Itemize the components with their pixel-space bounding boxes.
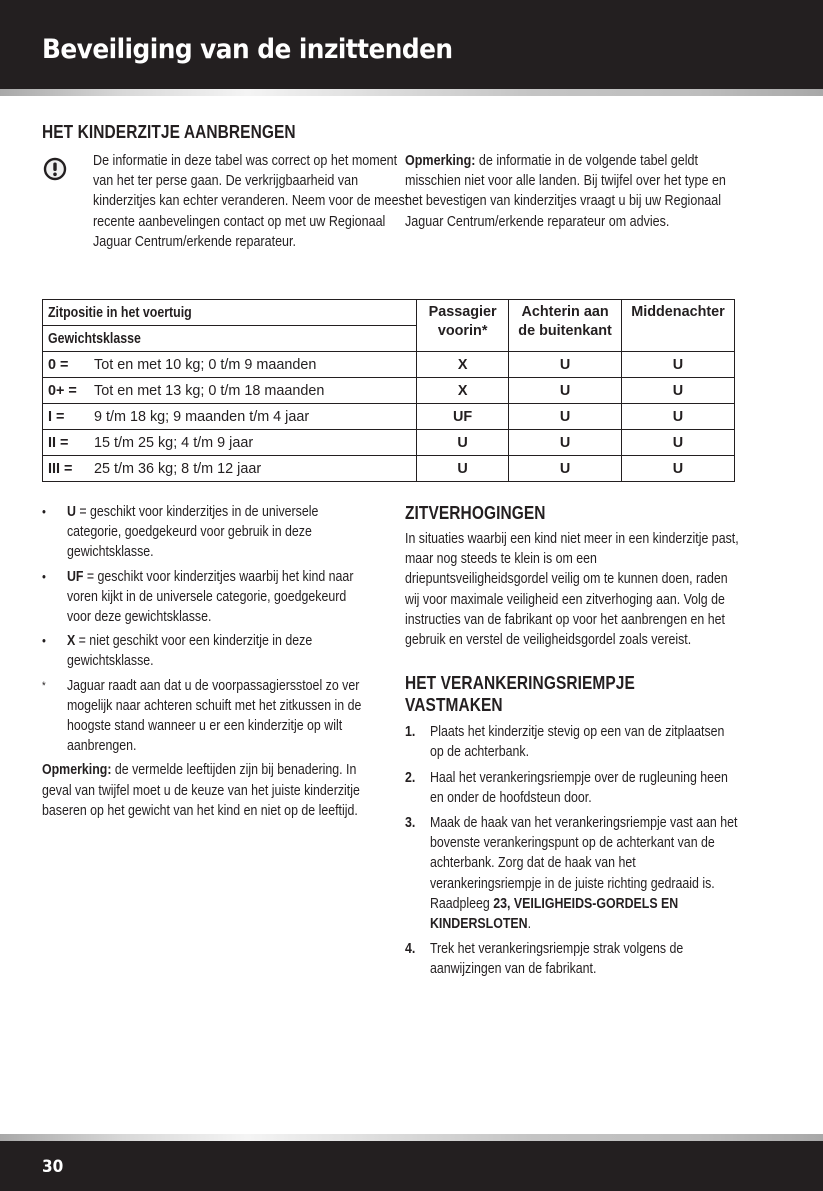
footer-divider	[0, 1134, 823, 1141]
cell-value: U	[417, 456, 509, 482]
cell-value: U	[622, 352, 735, 378]
child-seat-table	[42, 299, 735, 482]
section-title-tether: HET VERANKERINGSRIEMPJE VASTMAKEN	[405, 673, 635, 716]
legend-text: = geschikt voor kinderzitjes waarbij het kind naar voren kijkt in de universele categorie, goedgekeurd voor deze gewichtsklasse.	[66, 568, 354, 626]
bullet: •	[42, 504, 46, 519]
step-item	[405, 768, 740, 808]
page-header	[0, 0, 823, 89]
page-title: Beveiliging van de inzittenden	[42, 34, 453, 65]
note-text: de vermelde leeftijden zijn bij benadering. In geval van twijfel moet u de keuze van het juiste kinderzitje baseren op het gewicht van het kind en niet op de leeftijd.	[42, 762, 360, 819]
step-text: Haal het verankeringsriempje over de rugleuning heen en onder de hoofdsteun door.	[429, 769, 728, 806]
cell-value: UF	[417, 404, 509, 430]
weight-description: Tot en met 13 kg; 0 t/m 18 maanden	[94, 382, 325, 399]
weight-class: III =	[48, 460, 73, 477]
table-row	[43, 378, 735, 404]
cross-reference: 23, VEILIGHEIDS-GORDELS EN KINDERSLOTEN	[429, 895, 679, 933]
note-label: Opmerking:	[405, 153, 476, 169]
table-header-row	[43, 300, 735, 326]
note-label: Opmerking:	[42, 762, 112, 779]
cell-value: U	[622, 404, 735, 430]
weight-class: 0 =	[48, 356, 69, 373]
table-row	[43, 352, 735, 378]
cell-value: U	[622, 456, 735, 482]
weight-class: II =	[48, 434, 69, 451]
legend-key: UF	[66, 568, 84, 585]
booster-text: In situaties waarbij een kind niet meer in een kinderzitje past, maar nog steeds te klein is om een driepuntsveiligheidsgordel veilig om te kunnen doen, raden wij voor maximale veiligheid een zitverhoging aan. Volg de instructies van de fabrikant op voor het aanbrengen en het gebruik en verstel de veiligheidsgordel zoals vereist.	[405, 531, 739, 649]
weight-description: 15 t/m 25 kg; 4 t/m 9 jaar	[94, 434, 254, 451]
page-footer	[0, 1141, 823, 1191]
tether-steps	[405, 722, 740, 979]
step-number: 1.	[405, 724, 416, 741]
weight-description: 25 t/m 36 kg; 8 t/m 12 jaar	[94, 460, 262, 477]
step-number: 3.	[405, 815, 416, 832]
cell-value: X	[417, 378, 509, 404]
legend-text: = geschikt voor kinderzitjes in de universele categorie, goedgekeurd voor gebruik in deze gewichtsklasse.	[66, 504, 319, 561]
weight-description: Tot en met 10 kg; 0 t/m 9 maanden	[94, 356, 317, 373]
legend-item	[42, 631, 372, 671]
table-row	[43, 430, 735, 456]
exclamation-circle-icon	[43, 157, 67, 181]
cell-value: U	[509, 456, 622, 482]
bullet: •	[42, 568, 46, 584]
column-header-rear-outer: Achterin aan de buitenkant	[509, 300, 622, 352]
cell-value: U	[622, 378, 735, 404]
bullet: •	[42, 633, 46, 649]
step-number: 2.	[405, 769, 416, 786]
section-title-booster: ZITVERHOGINGEN	[405, 503, 546, 523]
step-text: Plaats het kinderzitje stevig op een van de zitplaatsen op de achterbank.	[429, 724, 725, 761]
cell-value: U	[509, 352, 622, 378]
cell-value: U	[622, 430, 735, 456]
footnote-text: Jaguar raadt aan dat u de voorpassagiersstoel zo ver mogelijk naar achteren schuift met het zitkussen in de hoogste stand wanneer u er een kinderzitje op wilt aanbrengen.	[66, 677, 362, 755]
cell-value: X	[417, 352, 509, 378]
page-number: 30	[42, 1157, 64, 1177]
legend-item	[42, 502, 372, 563]
step-item	[405, 722, 740, 762]
table-note	[405, 151, 785, 232]
cell-value: U	[417, 430, 509, 456]
header-seat-position: Zitpositie in het voertuig	[43, 300, 417, 326]
header-divider	[0, 89, 823, 96]
footnote-marker: *	[42, 679, 46, 692]
cell-value: U	[509, 404, 622, 430]
weight-description: 9 t/m 18 kg; 9 maanden t/m 4 jaar	[94, 408, 310, 425]
step-item: 3. Maak de haak van het verankeringsriempje vast aan het bovenste verankeringspunt op de achterkant van de achterbank. Zorg dat de haak van het verankeringsriempje in de juiste richting gedraaid is. Raadpleeg 23, VEILIGHEIDS-GORDELS EN KINDERSLOTEN.	[405, 815, 738, 933]
age-note	[42, 760, 372, 821]
step-number: 4.	[405, 941, 416, 958]
weight-class: 0+ =	[48, 382, 77, 399]
cell-value: U	[509, 430, 622, 456]
warning-text: De informatie in deze tabel was correct op het moment van het ter perse gaan. De verkrijgbaarheid van kinderzitjes kan echter veranderen. Neem voor de meest recente aanbevelingen contact op met uw Regionaal Jaguar Centrum/erkende reparateur.	[93, 153, 409, 250]
table-row	[43, 456, 735, 482]
step-text: Maak de haak van het verankeringsriempje vast aan het bovenste verankeringspunt op de achterkant van de achterbank. Zorg dat de haak van het verankeringsriempje in de juiste richting gedraaid is. Raadpleeg	[429, 815, 738, 912]
column-header-rear-middle: Middenachter	[622, 300, 735, 352]
warning-note	[93, 151, 413, 252]
header-weight-class: Gewichtsklasse	[43, 326, 417, 352]
note-text: de informatie in de volgende tabel geldt misschien niet voor alle landen. Bij twijfel over het type en het bevestigen van kinderzitjes vraagt u bij uw Regionaal Jaguar Centrum/erkende reparateur om advies.	[405, 153, 726, 230]
step-text: Trek het verankeringsriempje strak volgens de aanwijzingen van de fabrikant.	[429, 941, 684, 978]
legend	[42, 502, 372, 821]
legend-text: = niet geschikt voor een kinderzitje in deze gewichtsklasse.	[66, 633, 313, 670]
legend-key: X	[66, 633, 76, 650]
footnote	[42, 676, 372, 757]
right-column	[405, 502, 740, 985]
legend-key: U	[66, 504, 76, 520]
column-header-front-passenger: Passagier voorin*	[417, 300, 509, 352]
table-row	[43, 404, 735, 430]
weight-class: I =	[48, 408, 65, 425]
section-title-child-seat: HET KINDERZITJE AANBRENGEN	[42, 122, 296, 142]
legend-item	[42, 567, 372, 628]
cell-value: U	[509, 378, 622, 404]
step-item	[405, 939, 740, 979]
